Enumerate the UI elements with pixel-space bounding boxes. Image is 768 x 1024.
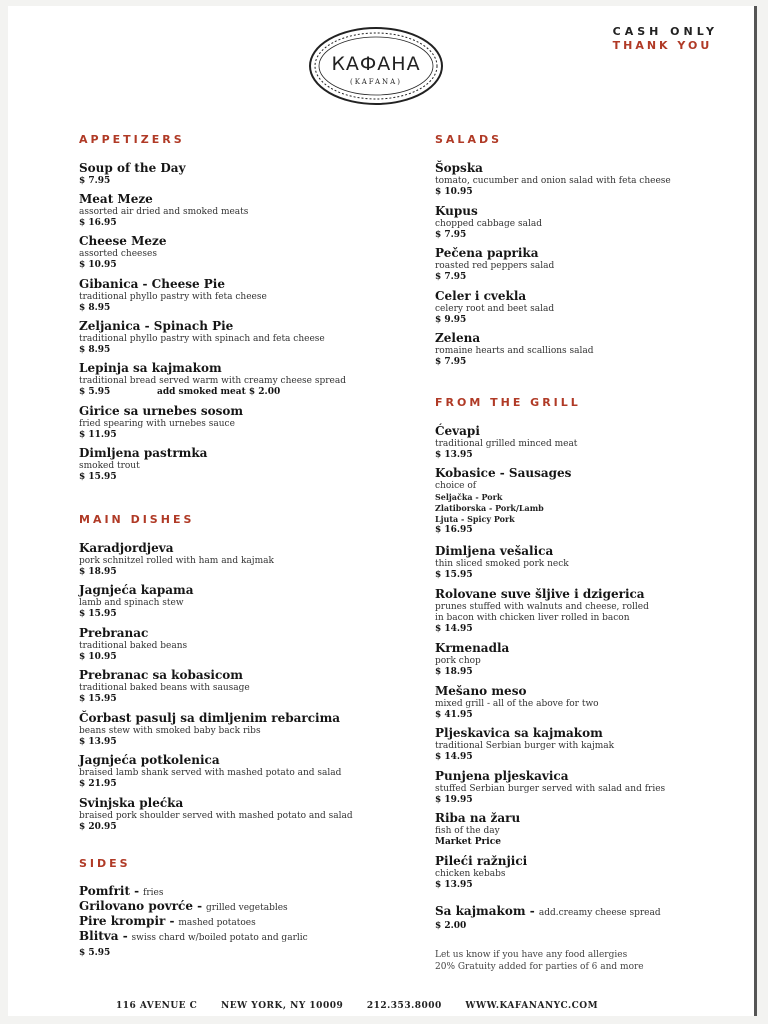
menu-item: Šopska tomato, cucumber and onion salad with feta cheese $ 10.95: [435, 161, 671, 197]
add-on-note: add smoked meat $ 2.00: [157, 387, 281, 397]
menu-item: Jagnjeća kapama lamb and spinach stew $ 15.95: [79, 583, 194, 619]
menu-item: Dimljena pastrmka smoked trout $ 15.95: [79, 446, 208, 482]
side-item: Blitva - swiss chard w/boiled potato and garlic: [79, 929, 308, 943]
menu-item: Dimljena vešalica thin sliced smoked pork neck $ 15.95: [435, 544, 569, 580]
menu-item: Prebranac traditional baked beans $ 10.95: [79, 626, 188, 662]
footer-contact: [116, 1001, 676, 1011]
menu-item: Ćevapi traditional grilled minced meat $ 13.95: [435, 424, 578, 460]
restaurant-logo: [308, 26, 444, 106]
logo-name: КАФАНА: [331, 53, 421, 75]
menu-page: [8, 6, 757, 1016]
section-title-from-the-grill: FROM THE GRILL: [435, 396, 581, 409]
sides-price: $ 5.95: [79, 948, 111, 958]
section-title-main-dishes: MAIN DISHES: [79, 513, 195, 526]
menu-item: Krmenadla pork chop $ 18.95: [435, 641, 510, 677]
footer-phone: 212.353.8000: [366, 1001, 442, 1011]
menu-item: Sa kajmakom - add.creamy cheese spread $ 2.00: [435, 904, 661, 931]
menu-item: Riba na žaru fish of the day Market Price: [435, 811, 521, 847]
side-item: Pomfrit - fries: [79, 884, 164, 898]
menu-item: Mešano meso mixed grill - all of the above for two $ 41.95: [435, 684, 599, 720]
logo-subtitle: (KAFANA): [350, 78, 402, 86]
menu-item: Čorbast pasulj sa dimljenim rebarcima beans stew with smoked baby back ribs $ 13.95: [79, 711, 341, 747]
menu-item: Punjena pljeskavica stuffed Serbian burger served with salad and fries $ 19.95: [435, 769, 666, 805]
side-item: Pire krompir - mashed potatoes: [79, 914, 256, 928]
menu-item: Karadjordjeva pork schnitzel rolled with ham and kajmak $ 18.95: [79, 541, 274, 577]
menu-item: Celer i cvekla celery root and beet salad $ 9.95: [435, 289, 555, 325]
payment-note: [613, 25, 718, 52]
menu-item: Kobasice - Sausages choice of Seljačka - Pork Zlatiborska - Pork/Lamb Ljuta - Spicy Pork $ 16.95: [435, 466, 572, 535]
footer-website: WWW.KAFANANYC.COM: [465, 1001, 599, 1011]
menu-item: Girice sa urnebes sosom fried spearing with urnebes sauce $ 11.95: [79, 404, 244, 440]
menu-item: Pečena paprika roasted red peppers salad $ 7.95: [435, 246, 555, 282]
menu-item: Gibanica - Cheese Pie traditional phyllo pastry with feta cheese $ 8.95: [79, 277, 267, 313]
menu-item: Jagnjeća potkolenica braised lamb shank served with mashed potato and salad $ 21.95: [79, 753, 342, 789]
section-title-salads: SALADS: [435, 133, 503, 146]
menu-item: Meat Meze assorted air dried and smoked meats $ 16.95: [79, 192, 249, 228]
menu-item: Kupus chopped cabbage salad $ 7.95: [435, 204, 542, 240]
menu-item: Prebranac sa kobasicom traditional baked beans with sausage $ 15.95: [79, 668, 250, 704]
footer-address: 116 AVENUE C: [116, 1001, 198, 1011]
section-title-appetizers: APPETIZERS: [79, 133, 185, 146]
menu-item: Zeljanica - Spinach Pie traditional phyllo pastry with spinach and feta cheese $ 8.95: [79, 319, 325, 355]
footer-city: NEW YORK, NY 10009: [220, 1001, 344, 1011]
menu-item: Rolovane suve šljive i dzigerica prunes stuffed with walnuts and cheese, rolled in bacon with chicken liver rolled in bacon $ 14.95: [435, 587, 649, 634]
side-item: Grilovano povrće - grilled vegetables: [79, 899, 288, 913]
menu-item: Zelena romaine hearts and scallions salad $ 7.95: [435, 331, 594, 367]
thank-you-label: THANK YOU: [612, 39, 713, 52]
menu-item: Lepinja sa kajmakom traditional bread served warm with creamy cheese spread $ 5.95 add smoked meat $ 2.00: [79, 361, 346, 397]
menu-item: Pileći ražnjici chicken kebabs $ 13.95: [435, 854, 528, 890]
menu-item: Soup of the Day $ 7.95: [79, 161, 186, 186]
menu-item: Cheese Meze assorted cheeses $ 10.95: [79, 234, 167, 270]
menu-item: Pljeskavica sa kajmakom traditional Serbian burger with kajmak $ 14.95: [435, 726, 615, 762]
allergy-and-gratuity-notes: Let us know if you have any food allergies 20% Gratuity added for parties of 6 and more: [435, 950, 644, 972]
menu-item: Svinjska plećka braised pork shoulder served with mashed potato and salad $ 20.95: [79, 796, 353, 832]
section-title-sides: SIDES: [79, 857, 131, 870]
cash-only-label: CASH ONLY: [612, 25, 718, 38]
